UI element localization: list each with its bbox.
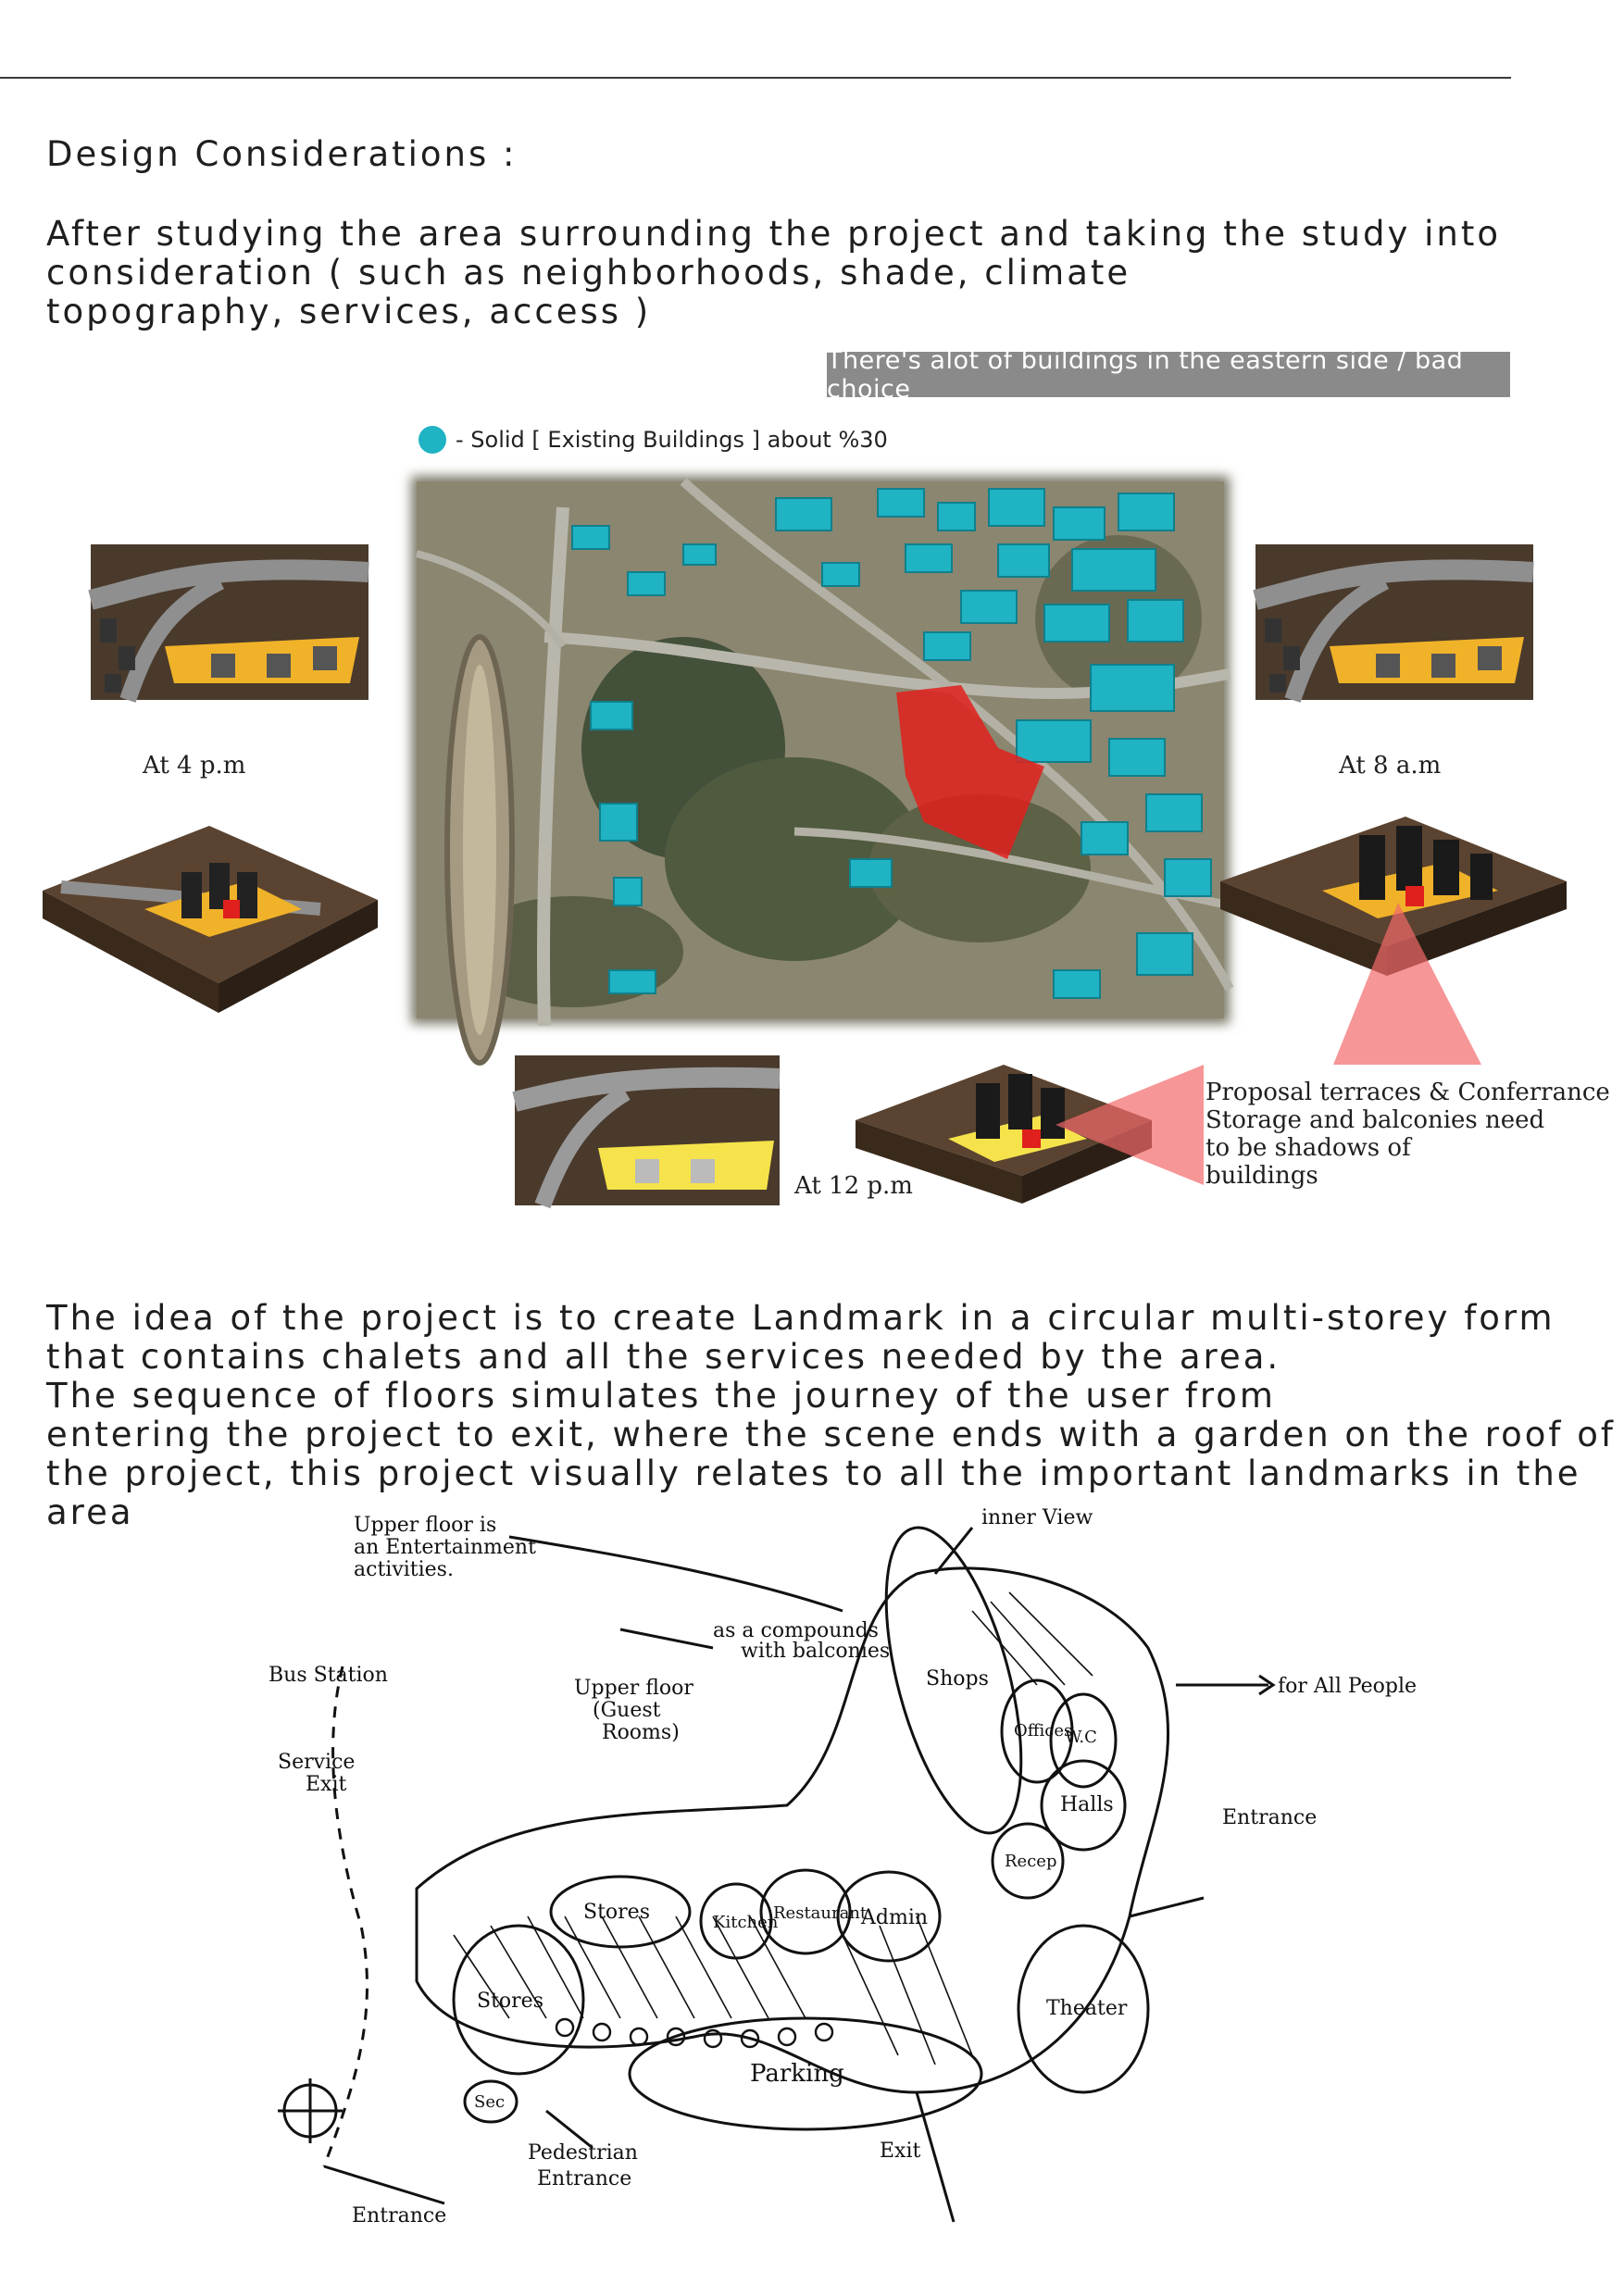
- concept-sketch: [269, 1500, 1418, 2277]
- sketch-label-restaurant: Restaurant: [773, 1903, 868, 1923]
- sketch-label-stores-left: Stores: [477, 1990, 543, 2013]
- intro-line: topography, services, access ): [46, 292, 652, 331]
- plan-view-bottom: [515, 1055, 780, 1205]
- sketch-label-bus-station: Bus Station: [269, 1664, 388, 1687]
- concept-line: The idea of the project is to create Landmark in a circular multi-storey form: [46, 1298, 1555, 1338]
- aerial-site-map: [406, 470, 1235, 1029]
- legend-swatch: [418, 426, 446, 454]
- sketch-label-offices: Offices: [1014, 1721, 1073, 1741]
- sketch-label-stores-top: Stores: [583, 1901, 650, 1924]
- iso-view-4pm: [43, 798, 378, 1013]
- concept-line: the project, this project visually relates to all the important landmarks in the: [46, 1454, 1581, 1493]
- sketch-label-rooms: Rooms): [602, 1721, 680, 1744]
- concept-line: The sequence of floors simulates the journey of the user from: [46, 1376, 1276, 1416]
- intro-paragraph: [46, 215, 1501, 331]
- sketch-label-entrance-left: Entrance: [352, 2204, 447, 2227]
- sketch-label-shops: Shops: [926, 1667, 989, 1691]
- sketch-label-pedestrian-entrance: Entrance: [537, 2167, 632, 2190]
- sketch-label-entertainment: an Entertainment: [354, 1536, 536, 1559]
- concept-line: area: [46, 1492, 134, 1532]
- sketch-label-compounds: as a compounds: [713, 1619, 879, 1642]
- plan-view-left: [91, 544, 369, 700]
- sketch-label-service-exit: Exit: [306, 1773, 347, 1796]
- proposal-line: to be shadows of: [1206, 1134, 1411, 1162]
- caption-4pm: At 4 p.m: [143, 752, 246, 780]
- sketch-label-guest: (Guest: [593, 1699, 661, 1722]
- concept-line: entering the project to exit, where the scene ends with a garden on the roof of: [46, 1415, 1616, 1454]
- sketch-label-upper-floor: Upper floor is: [354, 1514, 497, 1537]
- sketch-label-sec: Sec: [474, 2092, 506, 2112]
- sketch-label-reception: Recep: [1005, 1852, 1057, 1871]
- proposal-note: [1206, 1079, 1610, 1190]
- sketch-label-admin: Admin: [861, 1906, 929, 1929]
- plan-view-right: [1255, 544, 1533, 700]
- proposal-line: buildings: [1206, 1162, 1318, 1190]
- sketch-label-theater: Theater: [1046, 1997, 1128, 2020]
- eastern-side-note: There's alot of buildings in the eastern side / bad choice: [827, 352, 1510, 397]
- section-heading: Design Considerations :: [46, 134, 518, 174]
- sketch-label-activities: activities.: [354, 1558, 454, 1581]
- sketch-label-pedestrian: Pedestrian: [528, 2141, 638, 2165]
- top-rule: [0, 77, 1511, 79]
- sketch-label-inner-view: inner View: [981, 1506, 1093, 1529]
- caption-12pm: At 12 p.m: [794, 1172, 913, 1200]
- sketch-label-for-all-people: for All People: [1278, 1675, 1418, 1698]
- sketch-label-entrance-right: Entrance: [1222, 1806, 1318, 1829]
- shadow-cone-vertical: [1333, 903, 1481, 1065]
- concept-line: that contains chalets and all the services needed by the area.: [46, 1337, 1281, 1377]
- intro-line: consideration ( such as neighborhoods, shade, climate: [46, 253, 1131, 293]
- caption-8am: At 8 a.m: [1339, 752, 1442, 780]
- proposal-line: Proposal terraces & Conferrance: [1206, 1079, 1610, 1106]
- sketch-label-parking: Parking: [750, 2060, 844, 2088]
- sketch-label-wc: W.C: [1065, 1728, 1097, 1747]
- intro-line: After studying the area surrounding the project and taking the study into: [46, 214, 1501, 254]
- sketch-label-balconies: with balconies: [741, 1640, 891, 1663]
- proposal-line: Storage and balconies need: [1206, 1106, 1545, 1134]
- concept-paragraph: [46, 1298, 1616, 1532]
- sketch-label-kitchen: Kitchen: [713, 1913, 779, 1932]
- legend: [418, 426, 888, 454]
- sketch-label-service: Service: [278, 1751, 356, 1774]
- shadow-cone-horizontal: [1056, 1065, 1204, 1185]
- legend-label: - Solid [ Existing Buildings ] about %30: [456, 427, 888, 453]
- sketch-label-upper-guest: Upper floor: [574, 1677, 693, 1700]
- sketch-label-halls: Halls: [1060, 1793, 1114, 1816]
- sketch-label-exit: Exit: [880, 2140, 921, 2163]
